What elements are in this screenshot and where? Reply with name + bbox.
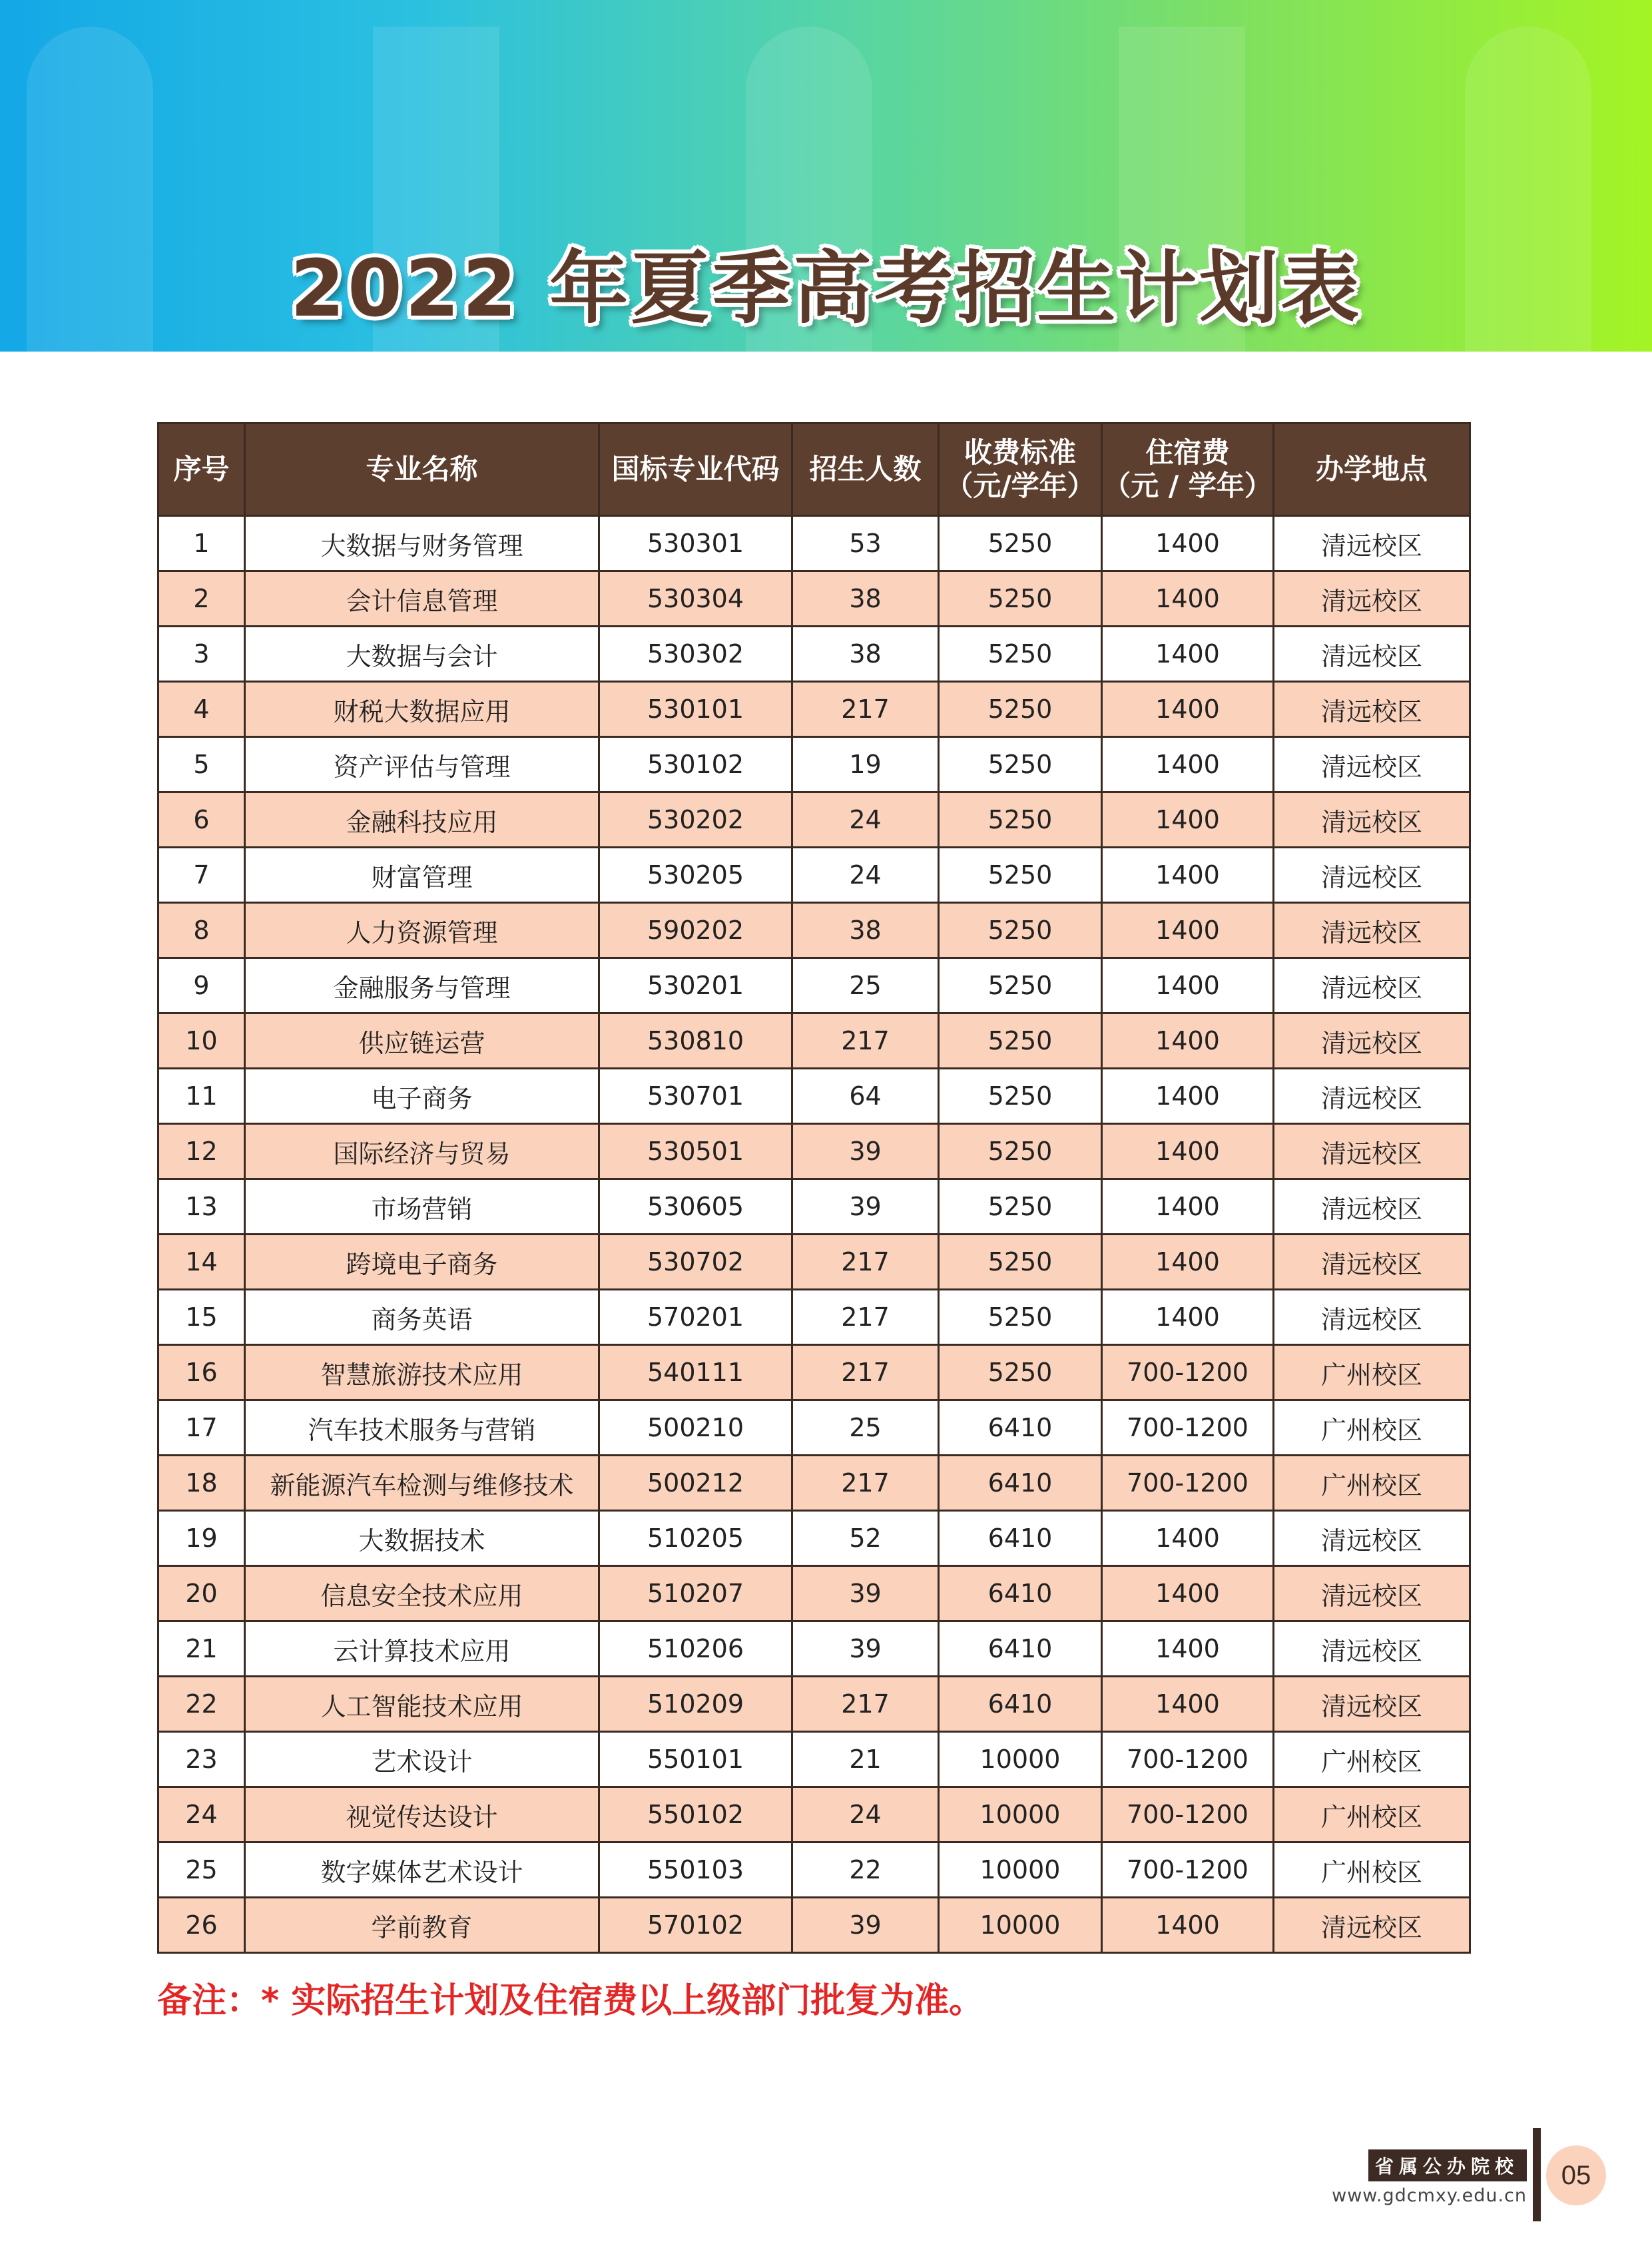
column-header-line: （元 / 学年） bbox=[1103, 469, 1272, 502]
column-header bbox=[158, 423, 245, 516]
campus-cell: 广州校区 bbox=[1274, 1787, 1470, 1842]
major-code-cell: 510209 bbox=[599, 1677, 792, 1732]
enrollment-count-cell: 217 bbox=[792, 1345, 939, 1400]
table-row bbox=[158, 1179, 1470, 1235]
enrollment-count-cell: 24 bbox=[792, 848, 939, 903]
enrollment-count-cell: 38 bbox=[792, 903, 939, 958]
campus-cell: 清远校区 bbox=[1274, 1677, 1470, 1732]
enrollment-count-cell: 39 bbox=[792, 1621, 939, 1677]
dorm-fee-cell: 1400 bbox=[1102, 1566, 1274, 1621]
major-name-cell: 商务英语 bbox=[245, 1290, 599, 1345]
enrollment-plan-table bbox=[157, 422, 1471, 1954]
column-header-line: 招生人数 bbox=[809, 453, 922, 485]
dorm-fee-cell: 1400 bbox=[1102, 1235, 1274, 1290]
enrollment-count-cell: 217 bbox=[792, 682, 939, 737]
table-row bbox=[158, 1787, 1470, 1842]
campus-cell: 清远校区 bbox=[1274, 792, 1470, 848]
major-code-cell: 570102 bbox=[599, 1898, 792, 1953]
row-number-cell: 17 bbox=[158, 1400, 245, 1456]
table-row bbox=[158, 848, 1470, 903]
major-code-cell: 530810 bbox=[599, 1013, 792, 1069]
page-title: 2022 年夏季高考招生计划表 bbox=[290, 242, 1362, 334]
tuition-cell: 10000 bbox=[939, 1787, 1102, 1842]
enrollment-count-cell: 22 bbox=[792, 1842, 939, 1898]
tuition-cell: 5250 bbox=[939, 1290, 1102, 1345]
major-name-cell: 艺术设计 bbox=[245, 1732, 599, 1787]
table-row bbox=[158, 516, 1470, 571]
tuition-cell: 5250 bbox=[939, 682, 1102, 737]
major-code-cell: 530102 bbox=[599, 737, 792, 792]
column-header-line: 国标专业代码 bbox=[611, 453, 780, 485]
dorm-fee-cell: 1400 bbox=[1102, 1511, 1274, 1566]
tuition-cell: 6410 bbox=[939, 1511, 1102, 1566]
major-code-cell: 550101 bbox=[599, 1732, 792, 1787]
major-name-cell: 金融服务与管理 bbox=[245, 958, 599, 1013]
header-banner bbox=[0, 0, 1652, 352]
dorm-fee-cell: 1400 bbox=[1102, 1124, 1274, 1179]
table-row bbox=[158, 1290, 1470, 1345]
row-number-cell: 18 bbox=[158, 1456, 245, 1511]
campus-cell: 清远校区 bbox=[1274, 627, 1470, 682]
table-body bbox=[158, 516, 1470, 1953]
enrollment-count-cell: 39 bbox=[792, 1179, 939, 1235]
table-row bbox=[158, 1842, 1470, 1898]
tuition-cell: 5250 bbox=[939, 848, 1102, 903]
row-number-cell: 14 bbox=[158, 1235, 245, 1290]
enrollment-count-cell: 38 bbox=[792, 571, 939, 627]
tuition-cell: 5250 bbox=[939, 958, 1102, 1013]
enrollment-count-cell: 64 bbox=[792, 1069, 939, 1124]
table-row bbox=[158, 571, 1470, 627]
row-number-cell: 6 bbox=[158, 792, 245, 848]
column-header-line: （元/学年） bbox=[945, 469, 1095, 502]
campus-cell: 广州校区 bbox=[1274, 1456, 1470, 1511]
dorm-fee-cell: 1400 bbox=[1102, 903, 1274, 958]
tuition-cell: 5250 bbox=[939, 516, 1102, 571]
major-code-cell: 530501 bbox=[599, 1124, 792, 1179]
major-name-cell: 电子商务 bbox=[245, 1069, 599, 1124]
major-code-cell: 530302 bbox=[599, 627, 792, 682]
table-row bbox=[158, 1621, 1470, 1677]
campus-cell: 清远校区 bbox=[1274, 1290, 1470, 1345]
column-header bbox=[599, 423, 792, 516]
dorm-fee-cell: 1400 bbox=[1102, 958, 1274, 1013]
enrollment-count-cell: 217 bbox=[792, 1013, 939, 1069]
major-name-cell: 资产评估与管理 bbox=[245, 737, 599, 792]
table-row bbox=[158, 1400, 1470, 1456]
dorm-fee-cell: 1400 bbox=[1102, 1677, 1274, 1732]
tuition-cell: 5250 bbox=[939, 737, 1102, 792]
campus-cell: 清远校区 bbox=[1274, 903, 1470, 958]
table-row bbox=[158, 958, 1470, 1013]
dorm-fee-cell: 700-1200 bbox=[1102, 1787, 1274, 1842]
row-number-cell: 24 bbox=[158, 1787, 245, 1842]
enrollment-count-cell: 24 bbox=[792, 792, 939, 848]
major-name-cell: 金融科技应用 bbox=[245, 792, 599, 848]
dorm-fee-cell: 1400 bbox=[1102, 571, 1274, 627]
table-row bbox=[158, 1124, 1470, 1179]
column-header bbox=[939, 423, 1102, 516]
tuition-cell: 5250 bbox=[939, 571, 1102, 627]
campus-cell: 清远校区 bbox=[1274, 1235, 1470, 1290]
table-header-row bbox=[158, 423, 1470, 516]
dorm-fee-cell: 700-1200 bbox=[1102, 1842, 1274, 1898]
footer-info bbox=[1327, 2149, 1527, 2206]
campus-cell: 清远校区 bbox=[1274, 571, 1470, 627]
campus-cell: 清远校区 bbox=[1274, 848, 1470, 903]
tuition-cell: 5250 bbox=[939, 1345, 1102, 1400]
table-row bbox=[158, 1013, 1470, 1069]
major-name-cell: 大数据与会计 bbox=[245, 627, 599, 682]
major-name-cell: 财富管理 bbox=[245, 848, 599, 903]
major-code-cell: 540111 bbox=[599, 1345, 792, 1400]
table-row bbox=[158, 737, 1470, 792]
major-name-cell: 会计信息管理 bbox=[245, 571, 599, 627]
dorm-fee-cell: 1400 bbox=[1102, 737, 1274, 792]
tuition-cell: 5250 bbox=[939, 1235, 1102, 1290]
column-header bbox=[245, 423, 599, 516]
major-code-cell: 570201 bbox=[599, 1290, 792, 1345]
tuition-cell: 5250 bbox=[939, 1124, 1102, 1179]
tuition-cell: 5250 bbox=[939, 792, 1102, 848]
dorm-fee-cell: 700-1200 bbox=[1102, 1456, 1274, 1511]
enrollment-count-cell: 217 bbox=[792, 1290, 939, 1345]
tuition-cell: 6410 bbox=[939, 1456, 1102, 1511]
major-code-cell: 550103 bbox=[599, 1842, 792, 1898]
table-row bbox=[158, 1345, 1470, 1400]
tuition-cell: 10000 bbox=[939, 1732, 1102, 1787]
campus-cell: 清远校区 bbox=[1274, 1511, 1470, 1566]
row-number-cell: 9 bbox=[158, 958, 245, 1013]
enrollment-count-cell: 217 bbox=[792, 1677, 939, 1732]
major-name-cell: 新能源汽车检测与维修技术 bbox=[245, 1456, 599, 1511]
row-number-cell: 21 bbox=[158, 1621, 245, 1677]
page-number: 05 bbox=[1546, 2145, 1606, 2205]
table-row bbox=[158, 1732, 1470, 1787]
major-name-cell: 财税大数据应用 bbox=[245, 682, 599, 737]
column-header-line: 办学地点 bbox=[1315, 453, 1428, 485]
campus-cell: 清远校区 bbox=[1274, 1013, 1470, 1069]
campus-cell: 广州校区 bbox=[1274, 1345, 1470, 1400]
column-header bbox=[1102, 423, 1274, 516]
dorm-fee-cell: 1400 bbox=[1102, 682, 1274, 737]
major-code-cell: 500212 bbox=[599, 1456, 792, 1511]
enrollment-count-cell: 52 bbox=[792, 1511, 939, 1566]
major-code-cell: 530101 bbox=[599, 682, 792, 737]
footnote: 备注：* 实际招生计划及住宿费以上级部门批复为准。 bbox=[157, 1981, 984, 2021]
website-link[interactable]: www.gdcmxy.edu.cn bbox=[1332, 2185, 1527, 2206]
dorm-fee-cell: 1400 bbox=[1102, 1898, 1274, 1953]
dorm-fee-cell: 1400 bbox=[1102, 627, 1274, 682]
campus-cell: 清远校区 bbox=[1274, 958, 1470, 1013]
row-number-cell: 2 bbox=[158, 571, 245, 627]
major-code-cell: 530201 bbox=[599, 958, 792, 1013]
dorm-fee-cell: 1400 bbox=[1102, 516, 1274, 571]
major-code-cell: 530202 bbox=[599, 792, 792, 848]
campus-cell: 广州校区 bbox=[1274, 1400, 1470, 1456]
enrollment-count-cell: 38 bbox=[792, 627, 939, 682]
enrollment-count-cell: 19 bbox=[792, 737, 939, 792]
tuition-cell: 5250 bbox=[939, 1179, 1102, 1235]
table-row bbox=[158, 1566, 1470, 1621]
table-row bbox=[158, 627, 1470, 682]
campus-cell: 清远校区 bbox=[1274, 516, 1470, 571]
campus-cell: 清远校区 bbox=[1274, 1069, 1470, 1124]
dorm-fee-cell: 1400 bbox=[1102, 1179, 1274, 1235]
footer-divider bbox=[1533, 2128, 1541, 2221]
tuition-cell: 6410 bbox=[939, 1621, 1102, 1677]
major-code-cell: 510207 bbox=[599, 1566, 792, 1621]
tuition-cell: 5250 bbox=[939, 1013, 1102, 1069]
table-row bbox=[158, 1069, 1470, 1124]
table-row bbox=[158, 1677, 1470, 1732]
major-name-cell: 汽车技术服务与营销 bbox=[245, 1400, 599, 1456]
campus-cell: 清远校区 bbox=[1274, 1124, 1470, 1179]
row-number-cell: 22 bbox=[158, 1677, 245, 1732]
campus-cell: 清远校区 bbox=[1274, 1566, 1470, 1621]
enrollment-count-cell: 217 bbox=[792, 1235, 939, 1290]
major-name-cell: 视觉传达设计 bbox=[245, 1787, 599, 1842]
row-number-cell: 11 bbox=[158, 1069, 245, 1124]
major-name-cell: 智慧旅游技术应用 bbox=[245, 1345, 599, 1400]
row-number-cell: 20 bbox=[158, 1566, 245, 1621]
major-code-cell: 530702 bbox=[599, 1235, 792, 1290]
major-name-cell: 学前教育 bbox=[245, 1898, 599, 1953]
major-code-cell: 530205 bbox=[599, 848, 792, 903]
table-row bbox=[158, 903, 1470, 958]
dorm-fee-cell: 700-1200 bbox=[1102, 1732, 1274, 1787]
tuition-cell: 5250 bbox=[939, 627, 1102, 682]
campus-cell: 清远校区 bbox=[1274, 682, 1470, 737]
dorm-fee-cell: 1400 bbox=[1102, 1069, 1274, 1124]
campus-cell: 广州校区 bbox=[1274, 1732, 1470, 1787]
major-name-cell: 云计算技术应用 bbox=[245, 1621, 599, 1677]
tuition-cell: 5250 bbox=[939, 903, 1102, 958]
row-number-cell: 10 bbox=[158, 1013, 245, 1069]
column-header-line: 收费标准 bbox=[964, 436, 1076, 469]
enrollment-count-cell: 217 bbox=[792, 1456, 939, 1511]
school-type-label: 省属公办院校 bbox=[1368, 2149, 1527, 2181]
major-code-cell: 530605 bbox=[599, 1179, 792, 1235]
major-code-cell: 530304 bbox=[599, 571, 792, 627]
enrollment-count-cell: 24 bbox=[792, 1787, 939, 1842]
enrollment-count-cell: 25 bbox=[792, 1400, 939, 1456]
major-name-cell: 人力资源管理 bbox=[245, 903, 599, 958]
row-number-cell: 26 bbox=[158, 1898, 245, 1953]
dorm-fee-cell: 1400 bbox=[1102, 1290, 1274, 1345]
major-code-cell: 510206 bbox=[599, 1621, 792, 1677]
major-name-cell: 大数据与财务管理 bbox=[245, 516, 599, 571]
tuition-cell: 5250 bbox=[939, 1069, 1102, 1124]
row-number-cell: 8 bbox=[158, 903, 245, 958]
enrollment-count-cell: 21 bbox=[792, 1732, 939, 1787]
enrollment-count-cell: 25 bbox=[792, 958, 939, 1013]
column-header-line: 序号 bbox=[173, 453, 230, 485]
column-header-line: 专业名称 bbox=[366, 453, 478, 485]
major-code-cell: 530701 bbox=[599, 1069, 792, 1124]
major-code-cell: 590202 bbox=[599, 903, 792, 958]
major-code-cell: 510205 bbox=[599, 1511, 792, 1566]
dorm-fee-cell: 1400 bbox=[1102, 1621, 1274, 1677]
tuition-cell: 6410 bbox=[939, 1566, 1102, 1621]
row-number-cell: 23 bbox=[158, 1732, 245, 1787]
tuition-cell: 10000 bbox=[939, 1842, 1102, 1898]
row-number-cell: 3 bbox=[158, 627, 245, 682]
major-name-cell: 大数据技术 bbox=[245, 1511, 599, 1566]
row-number-cell: 16 bbox=[158, 1345, 245, 1400]
campus-cell: 清远校区 bbox=[1274, 1179, 1470, 1235]
enrollment-count-cell: 39 bbox=[792, 1124, 939, 1179]
tuition-cell: 6410 bbox=[939, 1400, 1102, 1456]
campus-cell: 清远校区 bbox=[1274, 1898, 1470, 1953]
table-row bbox=[158, 1235, 1470, 1290]
dorm-fee-cell: 1400 bbox=[1102, 1013, 1274, 1069]
row-number-cell: 4 bbox=[158, 682, 245, 737]
major-code-cell: 550102 bbox=[599, 1787, 792, 1842]
major-name-cell: 数字媒体艺术设计 bbox=[245, 1842, 599, 1898]
major-code-cell: 530301 bbox=[599, 516, 792, 571]
tuition-cell: 10000 bbox=[939, 1898, 1102, 1953]
campus-cell: 广州校区 bbox=[1274, 1842, 1470, 1898]
dorm-fee-cell: 1400 bbox=[1102, 848, 1274, 903]
enrollment-count-cell: 39 bbox=[792, 1566, 939, 1621]
table-row bbox=[158, 1456, 1470, 1511]
major-name-cell: 国际经济与贸易 bbox=[245, 1124, 599, 1179]
dorm-fee-cell: 700-1200 bbox=[1102, 1345, 1274, 1400]
major-name-cell: 供应链运营 bbox=[245, 1013, 599, 1069]
enrollment-count-cell: 53 bbox=[792, 516, 939, 571]
major-code-cell: 500210 bbox=[599, 1400, 792, 1456]
row-number-cell: 15 bbox=[158, 1290, 245, 1345]
column-header bbox=[1274, 423, 1470, 516]
dorm-fee-cell: 700-1200 bbox=[1102, 1400, 1274, 1456]
row-number-cell: 1 bbox=[158, 516, 245, 571]
column-header-line: 住宿费 bbox=[1145, 436, 1230, 469]
major-name-cell: 跨境电子商务 bbox=[245, 1235, 599, 1290]
dorm-fee-cell: 1400 bbox=[1102, 792, 1274, 848]
major-name-cell: 人工智能技术应用 bbox=[245, 1677, 599, 1732]
table-row bbox=[158, 682, 1470, 737]
row-number-cell: 7 bbox=[158, 848, 245, 903]
table-row bbox=[158, 1511, 1470, 1566]
enrollment-count-cell: 39 bbox=[792, 1898, 939, 1953]
table-row bbox=[158, 1898, 1470, 1953]
row-number-cell: 25 bbox=[158, 1842, 245, 1898]
major-name-cell: 市场营销 bbox=[245, 1179, 599, 1235]
campus-cell: 清远校区 bbox=[1274, 737, 1470, 792]
row-number-cell: 19 bbox=[158, 1511, 245, 1566]
row-number-cell: 13 bbox=[158, 1179, 245, 1235]
row-number-cell: 5 bbox=[158, 737, 245, 792]
campus-cell: 清远校区 bbox=[1274, 1621, 1470, 1677]
table-row bbox=[158, 792, 1470, 848]
row-number-cell: 12 bbox=[158, 1124, 245, 1179]
major-name-cell: 信息安全技术应用 bbox=[245, 1566, 599, 1621]
column-header bbox=[792, 423, 939, 516]
tuition-cell: 6410 bbox=[939, 1677, 1102, 1732]
